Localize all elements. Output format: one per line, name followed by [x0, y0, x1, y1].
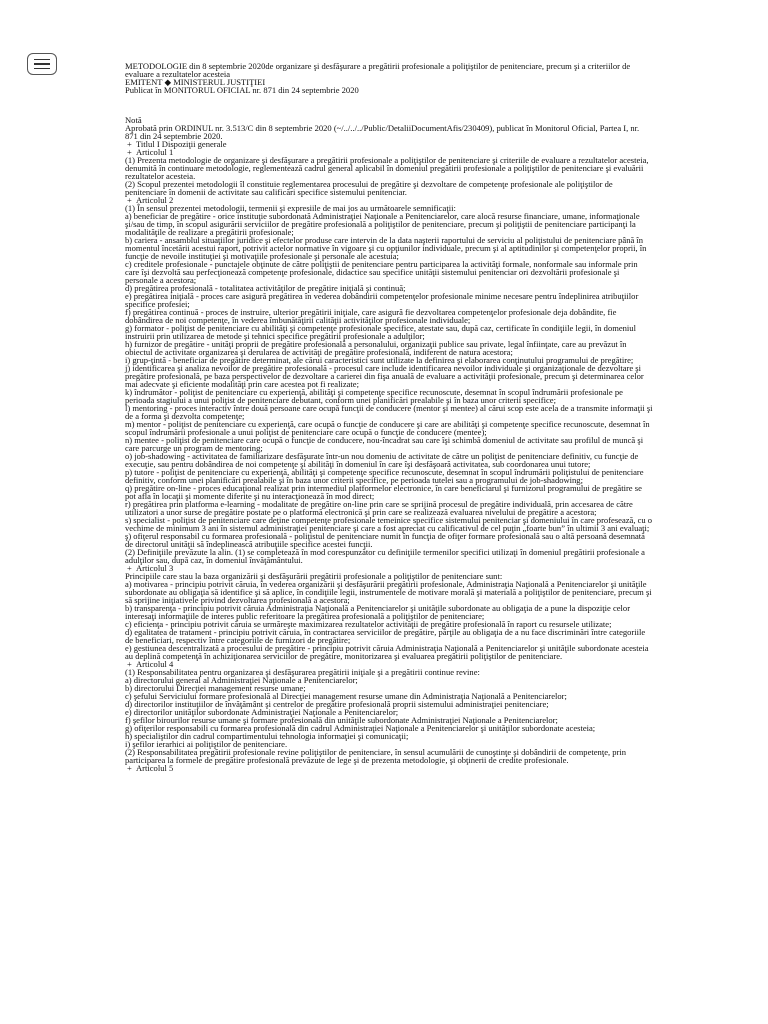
paragraph: p) tutore - poliţist de penitenciare cu experienţă, abilităţi şi competenţe specifice recunoscute, desemnat în scopul îndrumării poliţistului de penitenciare definitiv, conform unei planificări prealabile şi în baza unor criterii specifice, pe perioada tutelei sau a programului de job-shadowing;: [125, 467, 644, 485]
paragraph: d) pregătirea profesională - totalitatea activităţilor de pregătire iniţială şi continuă;: [125, 283, 406, 293]
paragraph: k) îndrumător - poliţist de penitenciare cu experienţă, abilităţi şi competenţe specifice recunoscute, desemnat în scopul îndrumării profesionale pe perioada stagiului a unui poliţist de penitenciare debutant, conform unei planificări prealabile şi în baza unor criterii specifice;: [125, 387, 623, 405]
paragraph: (2) Scopul prezentei metodologii îl constituie reglementarea procesului de pregătire şi dezvoltare de competenţe profesionale ale poliţiştilor de penitenciare în domenii de activitate sau calificări specifice sistemului penitenciar.: [125, 179, 613, 197]
hamburger-menu-icon-line: [34, 63, 50, 65]
paragraph: ş) ofiţerul responsabil cu formarea profesională - poliţistul de penitenciare numit în funcţia de ofiţer formare profesională sau o altă persoană desemnată de directorul unităţii să îndeplinească atribuţiile specifice acestei funcţii.: [125, 531, 645, 549]
paragraph: c) creditele profesionale - punctajele obţinute de către poliţiştii de penitenciare pentru participarea la activităţi formale, nonformale sau informale prin care îşi dezvoltă sau perfecţionează competenţe profesionale, didactice sau specifice unităţii sistemului penitenciar ori dezvoltării profesionale şi personale a acestora;: [125, 259, 638, 285]
section-toggle[interactable]: + Articolul 2: [125, 196, 653, 204]
section-toggle[interactable]: + Articolul 4: [125, 660, 653, 668]
paragraph: q) pregătire on-line - proces educaţional realizat prin intermediul platformelor electronice, în care beneficiarul şi furnizorul programului de pregătire se pot afla în locaţii şi momente diferite şi nu interacţionează în mod direct;: [125, 483, 642, 501]
section-toggle[interactable]: + Titlul I Dispoziţii generale: [125, 140, 653, 148]
paragraph: j) identificarea şi analiza nevoilor de pregătire profesională - procesul care include identificarea nevoilor individuale şi organizaţionale de dezvoltare şi pregătire profesională, pe baza perspectivelor de dezvoltare a carierei din fişa anuală de evaluare a activităţii profesionale, precum şi determinarea celor mai adecvate şi eficiente modalităţi prin care acestea pot fi realizate;: [125, 363, 644, 389]
paragraph: c) şefului Serviciului formare profesională al Direcţiei management resurse umane din Administraţia Naţională a Penitenciarelor;: [125, 691, 567, 701]
paragraph: (1) Prezenta metodologie de organizare şi desfăşurare a pregătirii profesionale a poliţiştilor de penitenciare şi criteriile de evaluare a rezultatelor acesteia, denumită în continuare metodologie, reglementează cadrul general aplicabil în domeniul pregătirii profesionale a poliţiştilor de penitenciare şi evaluării rezultatelor acesteia.: [125, 155, 649, 181]
paragraph: r) pregătirea prin platforma e-learning - modalitate de pregătire on-line prin care se sprijină procesul de pregătire individuală, prin accesarea de către utilizatori a unor surse de pregătire postate pe o platformă electronică şi prin care se realizează evaluarea nivelului de pregătire a acestora;: [125, 499, 633, 517]
hamburger-menu-icon: [34, 59, 50, 61]
paragraph: d) egalitatea de tratament - principiu potrivit căruia, în contractarea serviciilor de pregătire, părţile au obligaţia de a nu face discriminări între categoriile de beneficiari, respectiv între categoriile de furnizori de pregătire;: [125, 627, 646, 645]
paragraph: d) directorilor instituţiilor de învăţământ şi centrelor de pregătire profesională proprii sistemului administraţiei penitenciare;: [125, 699, 549, 709]
paragraph: o) job-shadowing - activitatea de familiarizare desfăşurate într-un nou domeniu de activitate de către un poliţist de penitenciare definitiv, cu funcţie de execuţie, sau pentru dobândirea de noi competenţe şi abilităţi în domeniul în care îşi desfăşoară activitatea, sub coordonarea unui tutore;: [125, 451, 639, 469]
paragraph: h) furnizor de pregătire - unităţi proprii de pregătire profesională a personalului, organizaţii publice sau private, legal înfiinţate, care au prevăzut în obiectul de activitate organizarea şi derularea de activităţi de pregătire profesională, indiferent de natura acestora;: [125, 339, 627, 357]
note-section: [125, 116, 653, 140]
paragraph: a) beneficiar de pregătire - orice instituţie subordonată Administraţiei Naţionale a Penitenciarelor, care alocă resurse financiare, umane, informaţionale şi/sau de timp, în scopul asigurării serviciilor de pregătire profesională a poliţiştilor de penitenciare, precum şi poliţiştii de penitenciare participanţi la modalităţile de realizare a pregătirii profesionale;: [125, 211, 640, 237]
paragraph: i) grup-ţintă - beneficiar de pregătire determinat, ale cărui caracteristici sunt utilizate la definirea şi elaborarea conţinutului programului de pregătire;: [125, 355, 634, 365]
note-label: Notă: [125, 115, 142, 125]
paragraph: (1) În sensul prezentei metodologii, termenii şi expresiile de mai jos au următoarele semnificaţii:: [125, 203, 456, 213]
paragraph: l) mentoring - proces interactiv între două persoane care ocupă funcţii de conducere (mentor şi mentee) al cărui scop este acela de a transmite informaţii şi de a forma şi dezvolta competenţe;: [125, 403, 653, 421]
paragraph: f) pregătirea continuă - proces de instruire, ulterior pregătirii iniţiale, care asigură fie dezvoltarea competenţelor profesionale deja dobândite, fie dobândirea de noi competenţe, în vederea îmbunătăţirii calităţii activităţilor profesionale individuale;: [125, 307, 617, 325]
paragraph: m) mentor - poliţist de penitenciare cu experienţă, care ocupă o funcţie de conducere şi care are abilităţi şi competenţe specifice recunoscute, desemnat în scopul îndrumării profesionale a unui poliţist de penitenciare care ocupă o funcţie de conducere (mentee);: [125, 419, 650, 437]
note-text: Aprobată prin ORDINUL nr. 3.513/C din 8 septembrie 2020 (~/../../../Public/DetaliiDocumentAfis/230409), publicat în Monitorul Oficial, Partea I, nr. 871 din 24 septembrie 2020.: [125, 123, 640, 141]
hamburger-menu-button[interactable]: [27, 53, 57, 75]
paragraph: a) directorului general al Administraţiei Naţionale a Penitenciarelor;: [125, 675, 358, 685]
document-title: METODOLOGIE din 8 septembrie 2020de organizare şi desfăşurare a pregătirii profesionale a poliţiştilor de penitenciare, precum şi a criteriilor de evaluare a rezultatelor acesteia: [125, 61, 631, 79]
paragraph: b) directorului Direcţiei management resurse umane;: [125, 683, 306, 693]
paragraph: i) şefilor ierarhici ai poliţiştilor de penitenciare.: [125, 739, 288, 749]
paragraph: s) specialist - poliţist de penitenciare care deţine competenţe profesionale temeinice specifice sistemului penitenciar şi domeniului în care profesează, cu o vechime de minimum 3 ani în sistemul administraţiei penitenciare şi care a fost apreciat cu calificativul de cel puţin „foarte bun” în ultimii 3 ani evaluaţi;: [125, 515, 653, 533]
document-content: [125, 140, 653, 772]
hamburger-menu-icon-line: [34, 68, 50, 70]
paragraph: h) specialiştilor din cadrul compartimentului tehnologia informaţiei şi comunicaţii;: [125, 731, 409, 741]
paragraph: e) directorilor unităţilor subordonate Administraţiei Naţionale a Penitenciarelor;: [125, 707, 399, 717]
section-toggle[interactable]: + Articolul 5: [125, 764, 653, 772]
document-header: [125, 62, 653, 94]
paragraph: (2) Responsabilitatea pregătirii profesionale revine poliţiştilor de penitenciare, în sensul acumulării de cunoştinţe şi dobândirii de competenţe, prin participarea la formele de pregătire profesională prevăzute de lege şi de prezenta metodologie, şi obţinerii de credite profesionale.: [125, 747, 627, 765]
paragraph: f) şefilor birourilor resurse umane şi formare profesională din unităţile subordonate Administraţiei Naţionale a Penitenciarelor;: [125, 715, 558, 725]
section-toggle[interactable]: + Articolul 3: [125, 564, 653, 572]
paragraph: (1) Responsabilitatea pentru organizarea şi desfăşurarea pregătirii iniţiale şi a pregătirii continue revine:: [125, 667, 480, 677]
paragraph: b) cariera - ansamblul situaţiilor juridice şi efectelor produse care intervin de la data naşterii raportului de serviciu al poliţistului de penitenciare până în momentul încetării acestui raport, potrivit actelor normative în vigoare şi cu opţiunilor individuale, precum şi al aptitudinilor şi competenţelor proprii, în funcţie de nevoile instituţiei şi motivaţiile profesionale şi personale ale acestuia;: [125, 235, 647, 261]
paragraph: g) formator - poliţist de penitenciare cu abilităţi şi competenţe profesionale specifice, atestate sau, după caz, certificate în condiţiile legii, în domeniul instruirii prin utilizarea de metode şi tehnici specifice pregătirii profesionale a adulţilor;: [125, 323, 636, 341]
paragraph: g) ofiţerilor responsabili cu formarea profesională din cadrul Administraţiei Naţionale a Penitenciarelor şi unităţilor subordonate acesteia;: [125, 723, 596, 733]
document-body: [125, 62, 653, 772]
paragraph: n) mentee - poliţist de penitenciare care ocupă o funcţie de conducere, nou-încadrat sau care îşi schimbă domeniul de activitate sau profilul de muncă şi care parcurge un program de mentoring;: [125, 435, 644, 453]
paragraph: e) pregătirea iniţială - proces care asigură pregătirea în vederea dobândirii competenţelor profesionale minime necesare pentru îndeplinirea atribuţiilor specifice profesiei;: [125, 291, 639, 309]
paragraph: b) transparenţa - principiu potrivit căruia Administraţia Naţională a Penitenciarelor şi unităţile subordonate au obligaţia de a pune la dispoziţie celor interesaţi informaţiile de interes public referitoare la pregătirea profesională a poliţiştilor de penitenciare;: [125, 603, 631, 621]
document-publication: Publicat în MONITORUL OFICIAL nr. 871 din 24 septembrie 2020: [125, 85, 359, 95]
paragraph: c) eficienţa - principiu potrivit căruia se urmăreşte maximizarea rezultatelor activităţii de pregătire profesională în raport cu resursele utilizate;: [125, 619, 612, 629]
paragraph: (2) Definiţiile prevăzute la alin. (1) se completează în mod corespunzător cu definiţiile termenilor specifici utilizaţi în domeniul pregătirii profesionale a adulţilor sau, după caz, în domeniul învăţământului.: [125, 547, 645, 565]
document-emitent: EMITENT ◆ MINISTERUL JUSTIŢIEI: [125, 77, 266, 87]
section-toggle[interactable]: + Articolul 1: [125, 148, 653, 156]
paragraph: a) motivarea - principiu potrivit căruia, în vederea organizării şi desfăşurării pregătirii profesionale, Administraţia Naţională a Penitenciarelor şi unităţile subordonate au obligaţia să identifice şi să aplice, în condiţiile legii, instrumentele de motivare morală şi materială a poliţiştilor de penitenciare, precum şi să sprijine iniţiativele privind dezvoltarea profesională a acestora;: [125, 579, 652, 605]
paragraph: Principiile care stau la baza organizării şi desfăşurării pregătirii profesionale a poliţiştilor de penitenciare sunt:: [125, 571, 503, 581]
paragraph: e) gestiunea descentralizată a procesului de pregătire - principiu potrivit căruia Administraţia Naţională a Penitenciarelor şi unităţile subordonate acesteia au deplină competenţă în achiziţionarea serviciilor de pregătire, monitorizarea şi evaluarea pregătirii poliţiştilor de penitenciare.: [125, 643, 649, 661]
